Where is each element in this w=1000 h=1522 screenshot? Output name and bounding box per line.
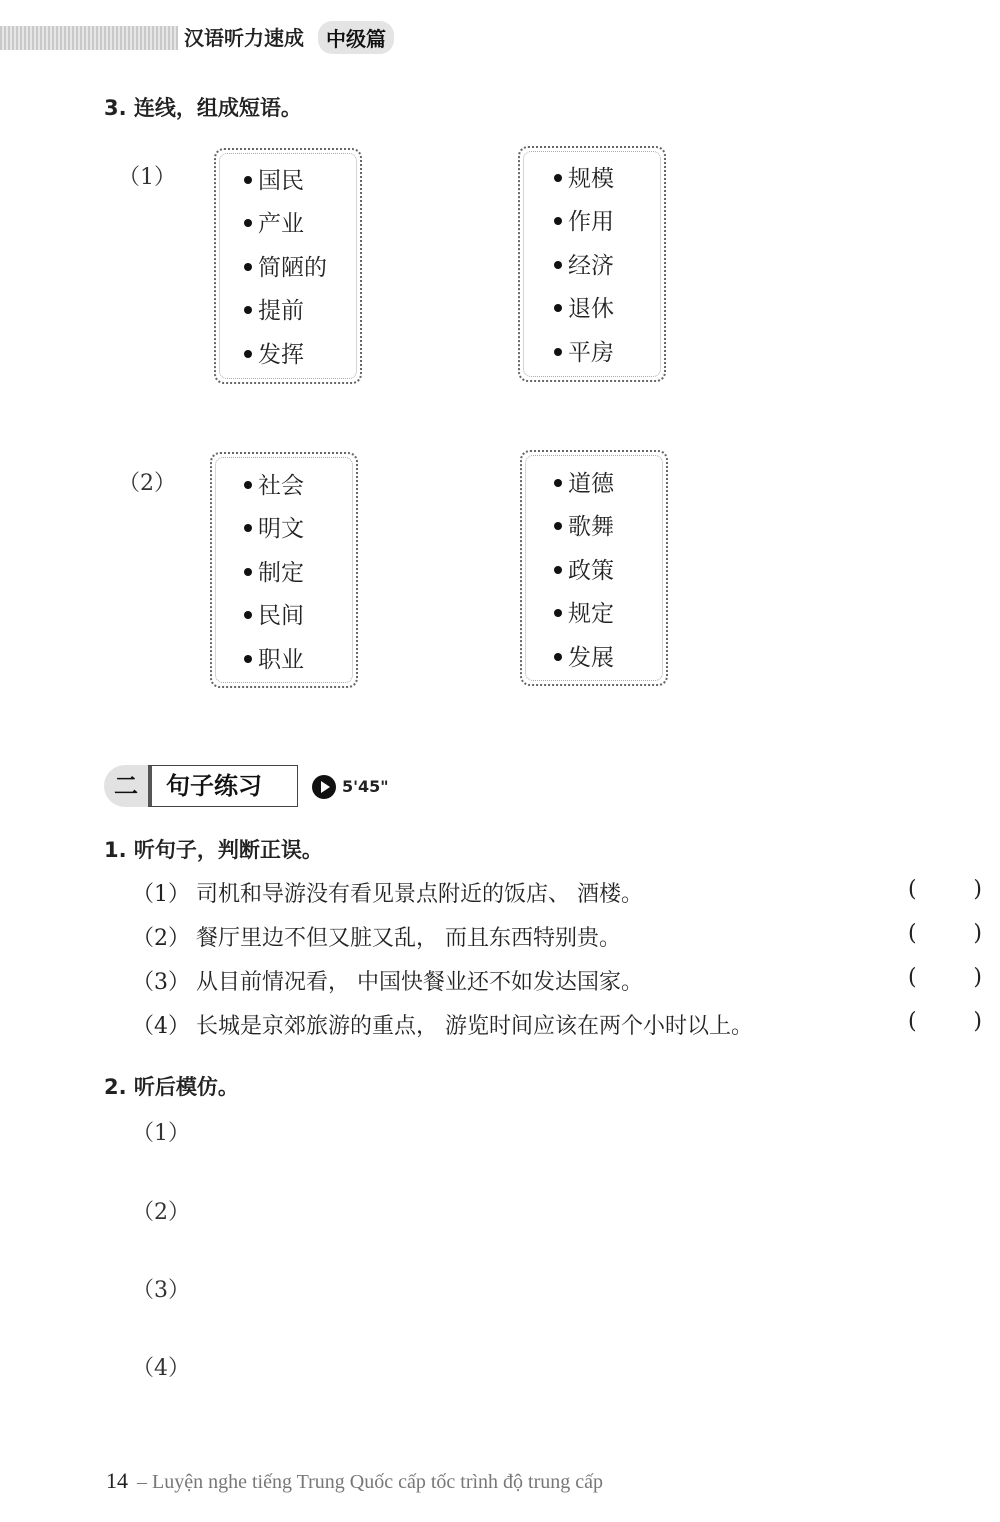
exercise3-number: 3. <box>104 96 127 120</box>
bullet-dot-icon <box>244 524 252 532</box>
imitation-item: （3） <box>132 1278 190 1303</box>
group1-label: （1） <box>118 165 176 190</box>
match-item[interactable]: 平房 <box>554 334 614 367</box>
match-item[interactable]: 发挥 <box>244 336 304 369</box>
page-footer <box>106 1468 603 1494</box>
bullet-dot-icon <box>244 481 252 489</box>
answer-blank[interactable]: ( ) <box>908 1009 982 1034</box>
match-item[interactable]: 退休 <box>554 290 614 323</box>
match-item[interactable]: 提前 <box>244 292 304 325</box>
bullet-dot-icon <box>554 174 562 182</box>
bullet-dot-icon <box>244 219 252 227</box>
level-badge: 中级篇 <box>318 21 394 54</box>
exercise1-heading <box>104 834 323 864</box>
section-title: 句子练习 <box>148 765 298 807</box>
bullet-dot-icon <box>554 609 562 617</box>
audio-duration: 5'45" <box>342 777 389 796</box>
group2-label: （2） <box>118 471 176 496</box>
bullet-dot-icon <box>554 522 562 530</box>
sentence-item: （2） 餐厅里边不但又脏又乱， 而且东西特别贵。 <box>132 926 621 951</box>
match-item[interactable]: 民间 <box>244 597 304 630</box>
bullet-dot-icon <box>554 217 562 225</box>
bullet-dot-icon <box>244 176 252 184</box>
group2-right-frame <box>520 450 668 686</box>
bullet-dot-icon <box>554 653 562 661</box>
book-title: 汉语听力速成 <box>184 26 304 50</box>
bullet-dot-icon <box>554 261 562 269</box>
bullet-dot-icon <box>244 306 252 314</box>
match-item[interactable]: 政策 <box>554 552 614 585</box>
match-item[interactable]: 作用 <box>554 203 614 236</box>
exercise3-heading <box>104 92 302 122</box>
answer-blank[interactable]: ( ) <box>908 965 982 990</box>
match-item[interactable]: 明文 <box>244 510 304 543</box>
group2-left-frame <box>210 452 358 688</box>
footer-separator: – <box>137 1471 147 1493</box>
bullet-dot-icon <box>244 611 252 619</box>
exercise2-number: 2. <box>104 1075 127 1099</box>
match-item[interactable]: 社会 <box>244 467 304 500</box>
bullet-dot-icon <box>244 263 252 271</box>
exercise3-instruction: 连线，组成短语。 <box>133 96 302 120</box>
bullet-dot-icon <box>554 348 562 356</box>
match-item[interactable]: 简陋的 <box>244 249 327 282</box>
exercise1-instruction: 听句子，判断正误。 <box>133 838 323 862</box>
exercise1-number: 1. <box>104 838 127 862</box>
match-item[interactable]: 歌舞 <box>554 508 614 541</box>
answer-blank[interactable]: ( ) <box>908 877 982 902</box>
bullet-dot-icon <box>244 655 252 663</box>
match-item[interactable]: 制定 <box>244 554 304 587</box>
match-item[interactable]: 规定 <box>554 595 614 628</box>
exercise2-instruction: 听后模仿。 <box>133 1075 239 1099</box>
bullet-dot-icon <box>244 568 252 576</box>
sentence-item: （4） 长城是京郊旅游的重点， 游览时间应该在两个小时以上。 <box>132 1014 753 1039</box>
sentence-item: （3） 从目前情况看， 中国快餐业还不如发达国家。 <box>132 970 643 995</box>
bullet-dot-icon <box>554 304 562 312</box>
group1-right-frame <box>518 146 666 382</box>
imitation-item: （2） <box>132 1200 190 1225</box>
header-decoration-bar <box>0 26 178 50</box>
match-item[interactable]: 产业 <box>244 205 304 238</box>
footer-title: Luyện nghe tiếng Trung Quốc cấp tốc trình độ trung cấp <box>152 1471 604 1493</box>
bullet-dot-icon <box>554 479 562 487</box>
match-item[interactable]: 规模 <box>554 160 614 193</box>
bullet-dot-icon <box>554 566 562 574</box>
answer-blank[interactable]: ( ) <box>908 921 982 946</box>
match-item[interactable]: 发展 <box>554 639 614 672</box>
match-item[interactable]: 职业 <box>244 641 304 674</box>
match-item[interactable]: 道德 <box>554 465 614 498</box>
sentence-item: （1） 司机和导游没有看见景点附近的饭店、 酒楼。 <box>132 882 643 907</box>
bullet-dot-icon <box>244 350 252 358</box>
imitation-item: （4） <box>132 1356 190 1381</box>
page-number: 14 <box>106 1468 128 1493</box>
play-icon[interactable] <box>312 775 336 799</box>
imitation-item: （1） <box>132 1121 190 1146</box>
section-number: 二 <box>104 765 148 807</box>
exercise2-heading <box>104 1071 239 1101</box>
group1-left-frame <box>214 148 362 384</box>
match-item[interactable]: 经济 <box>554 247 614 280</box>
match-item[interactable]: 国民 <box>244 162 304 195</box>
